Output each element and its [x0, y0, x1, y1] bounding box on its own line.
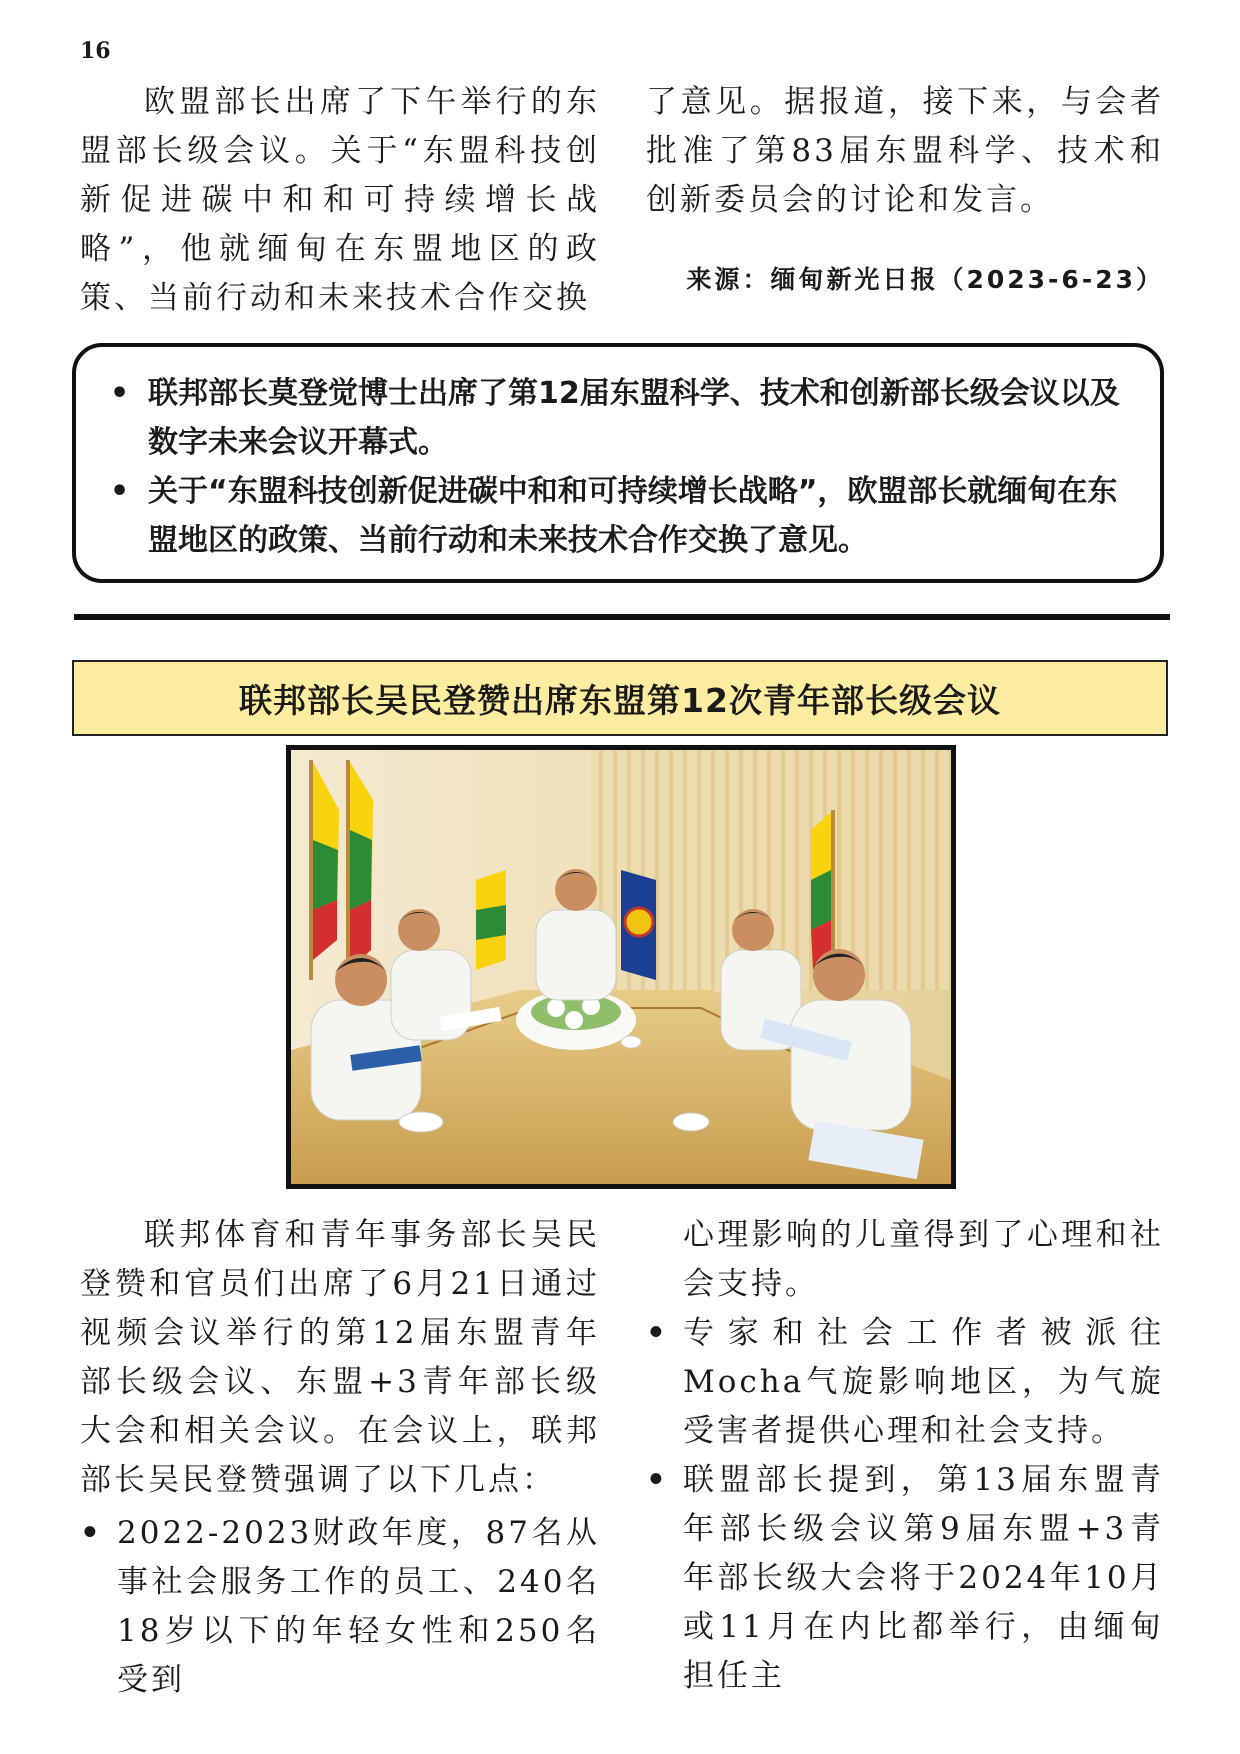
bullet-icon: •: [110, 376, 130, 411]
summary-item: [96, 369, 1140, 467]
meeting-photo-illustration: [291, 750, 951, 1184]
top-left-column: [80, 78, 600, 323]
article-intro-paragraph: 联邦体育和青年事务部长吴民登赞和官员们出席了6月21日通过视频会议举行的第12届东盟青年部长级会议、东盟+3青年部长级大会和相关会议。在会议上，联邦部长吴民登赞强调了以下几点：: [80, 1217, 600, 1498]
source-citation: 来源：缅甸新光日报（2023-6-23）: [686, 265, 1164, 294]
bullet-icon: •: [646, 1462, 669, 1498]
continuation-paragraph: 心理影响的儿童得到了心理和社会支持。: [683, 1217, 1164, 1302]
page-number: 16: [80, 38, 111, 64]
list-item-text: 联盟部长提到，第13届东盟青年部长级会议第9届东盟+3青年部长级大会将于2024年10月或11月在内比都举行，由缅甸担任主: [683, 1462, 1164, 1694]
top-right-column: [646, 78, 1164, 304]
top-right-paragraph: 了意见。据报道，接下来，与会者批准了第83届东盟科学、技术和创新委员会的讨论和发言。: [646, 84, 1164, 218]
list-item: [646, 1456, 1164, 1701]
summary-item: [96, 467, 1140, 565]
bullet-icon: •: [646, 1315, 669, 1351]
list-item-text: 专家和社会工作者被派往Mocha气旋影响地区，为气旋受害者提供心理和社会支持。: [683, 1315, 1164, 1449]
article-left-bullets: [80, 1509, 600, 1705]
summary-item-text: 联邦部长莫登觉博士出席了第12届东盟科学、技术和创新部长级会议以及数字未来会议开幕式。: [148, 376, 1120, 460]
list-item-text: 2022-2023财政年度，87名从事社会服务工作的员工、240名18岁以下的年轻女性和250名受到: [117, 1515, 600, 1698]
article-right-bullets: [646, 1309, 1164, 1701]
article-right-column: [646, 1211, 1164, 1701]
meeting-photo: [286, 745, 956, 1189]
bullet-icon: •: [110, 474, 130, 509]
summary-list: [96, 369, 1140, 565]
bullet-icon: •: [80, 1515, 103, 1551]
list-item: [80, 1509, 600, 1705]
article-title: 联邦部长吴民登赞出席东盟第12次青年部长级会议: [72, 660, 1168, 736]
top-left-paragraph: 欧盟部长出席了下午举行的东盟部长级会议。关于“东盟科技创新促进碳中和和可持续增长战略”，他就缅甸在东盟地区的政策、当前行动和未来技术合作交换: [80, 84, 600, 316]
summary-box: [72, 343, 1164, 583]
list-item: [646, 1309, 1164, 1456]
summary-item-text: 关于“东盟科技创新促进碳中和和可持续增长战略”，欧盟部长就缅甸在东盟地区的政策、当前行动和未来技术合作交换了意见。: [148, 474, 1118, 558]
article-left-column: [80, 1211, 600, 1705]
section-divider: [74, 614, 1170, 620]
